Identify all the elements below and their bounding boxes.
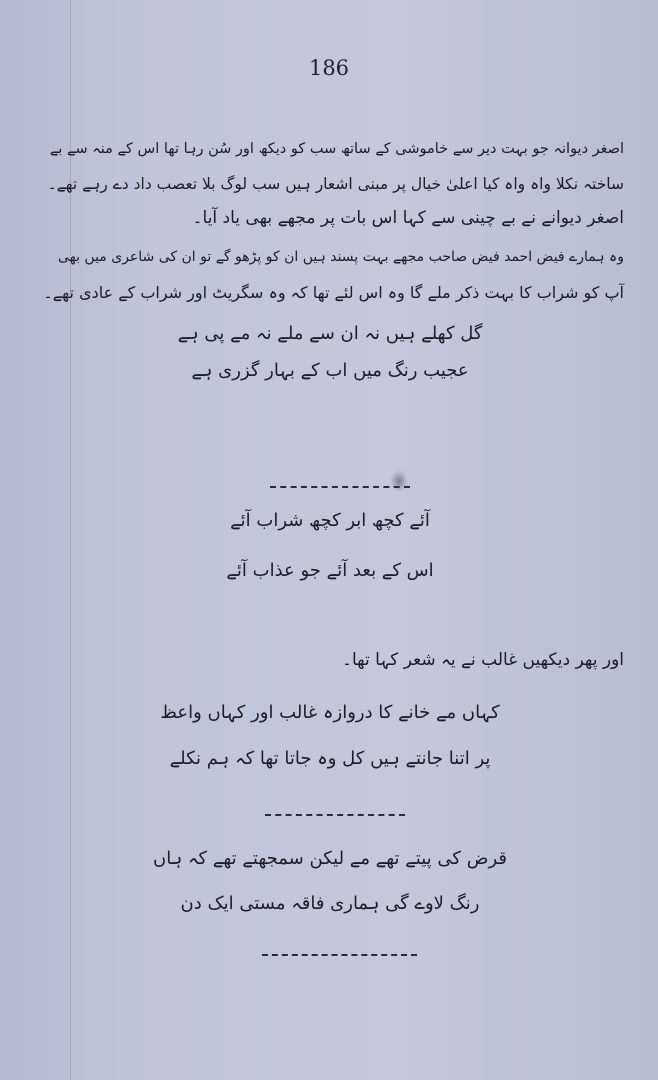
paragraph-3-line-1: وہ ہمارے فیض احمد فیض صاحب مجھے بہت پسند ہیں ان کو پڑھو گے تو ان کی شاعری میں بھی	[57, 249, 624, 265]
page-edge-shadow	[70, 0, 71, 1080]
couplet-3-line-1: کہاں مے خانے کا دروازہ غالب اور کہاں واعظ	[160, 702, 500, 723]
paragraph-3-line-2: آپ کو شراب کا بہت ذکر ملے گا وہ اس لئے تھا کہ وہ سگریٹ اور شراب کے عادی تھے۔	[43, 283, 624, 302]
ink-smudge	[390, 470, 408, 492]
paragraph-2-line-1: اصغر دیوانے نے بے چینی سے کہا اس بات پر مجھے بھی یاد آیا۔	[192, 208, 624, 228]
couplet-1-line-2: عجیب رنگ میں اب کے بہار گزری ہے	[191, 360, 469, 381]
couplet-3-line-2: پر اتنا جانتے ہیں کل وہ جاتا تھا کہ ہم نکلے	[169, 748, 491, 769]
paragraph-1-line-2: ساختہ نکلا واہ واہ کیا اعلیٰ خیال پر مبنی اشعار ہیں سب لوگ بلا تعصب داد دے رہے تھے۔	[47, 175, 624, 193]
section-divider-2	[265, 814, 405, 816]
section-divider-1	[270, 486, 410, 488]
paragraph-1-line-1: اصغر دیوانہ جو بہت دیر سے خاموشی کے ساتھ سب کو دیکھ اور سُن رہا تھا اس کے منہ سے بے	[49, 141, 624, 157]
couplet-2-line-1: آئے کچھ ابر کچھ شراب آئے	[230, 510, 430, 531]
paragraph-4-line-1: اور پھر دیکھیں غالب نے یہ شعر کہا تھا۔	[341, 650, 624, 670]
section-divider-3	[262, 954, 417, 956]
couplet-1-line-1: گل کھلے ہیں نہ ان سے ملے نہ مے پی ہے	[177, 323, 483, 344]
couplet-4-line-1: قرض کی پیتے تھے مے لیکن سمجھتے تھے کہ ہاں	[153, 848, 507, 869]
couplet-2-line-2: اس کے بعد آئے جو عذاب آئے	[226, 560, 434, 581]
page-number: 186	[308, 56, 350, 80]
couplet-4-line-2: رنگ لاوے گی ہماری فاقہ مستی ایک دن	[180, 893, 480, 914]
